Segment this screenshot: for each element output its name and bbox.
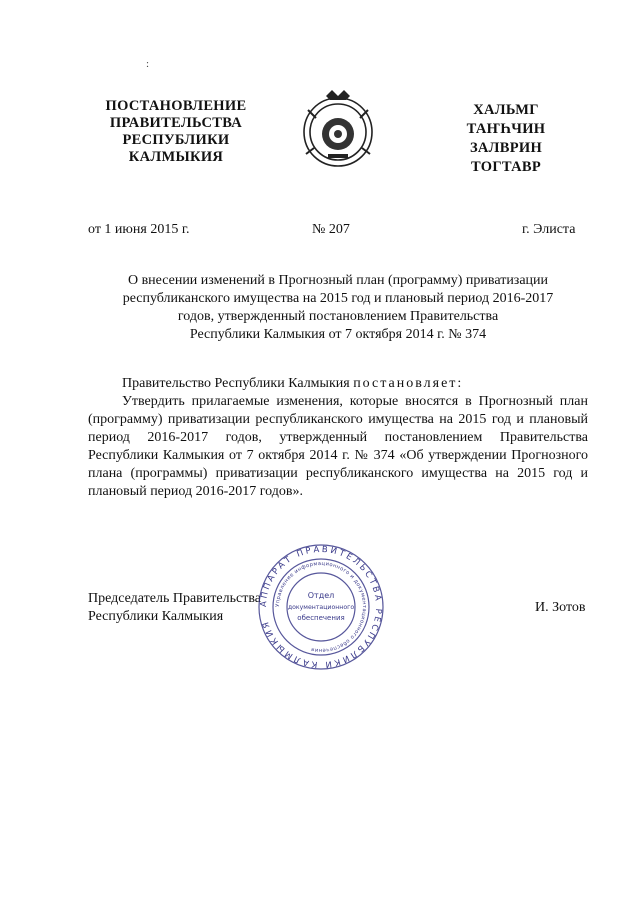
- document-title: [88, 272, 588, 344]
- header-right-line: ХАЛЬМГ: [473, 102, 539, 118]
- official-seal-stamp: [256, 542, 386, 672]
- signatory-position-line: Председатель Правительства: [88, 591, 261, 606]
- coat-of-arms-emblem-icon: [298, 88, 378, 172]
- document-body: [88, 375, 588, 501]
- seal-center-line: Отдел: [307, 591, 335, 600]
- header-right-line: ТАҤҺЧИН: [466, 121, 546, 137]
- intro-prefix: Правительство Республики Калмыкия: [122, 376, 350, 391]
- title-line: республиканского имущества на 2015 год и плановый период 2016-2017: [122, 291, 554, 306]
- title-line: О внесении изменений в Прогнозный план (программу) приватизации: [127, 273, 549, 288]
- seal-center-line: обеспечения: [297, 614, 345, 622]
- seal-inner-text: Управление информационного и документационного обеспечения: [274, 560, 368, 654]
- header-left-line: ПОСТАНОВЛЕНИЕ: [105, 98, 247, 114]
- title-line: годов, утвержденный постановлением Правительства: [177, 309, 499, 324]
- signatory-position-line: Республики Калмыкия: [88, 609, 224, 624]
- header-left-russian: [88, 98, 264, 166]
- scan-mark: :: [146, 58, 150, 70]
- intro-keyword: постановляет:: [353, 376, 464, 391]
- seal-outer-text: АППАРАТ ПРАВИТЕЛЬСТВА РЕСПУБЛИКИ КАЛМЫКИЯ: [258, 544, 384, 670]
- title-line: Республики Калмыкия от 7 октября 2014 г. № 374: [189, 327, 487, 342]
- header-left-line: ПРАВИТЕЛЬСТВА: [109, 115, 243, 131]
- document-date: от 1 июня 2015 г.: [88, 222, 190, 237]
- resolution-paragraph: Утвердить прилагаемые изменения, которые вносятся в Прогнозный план (программу) приватизации республиканского имущества на 2015 год и плановый период 2016-2017 годов, утвержденный постановлением Правительства Республики Калмыкия от 7 октября 2014 г. № 374 «Об утверждении Прогнозного плана (программы) приватизации республиканского имущества на 2015 год и плановый период 2016-2017 годов».: [88, 394, 588, 499]
- header-left-line: КАЛМЫКИЯ: [128, 149, 224, 165]
- document-city: г. Элиста: [522, 222, 576, 237]
- header-left-line: РЕСПУБЛИКИ: [122, 132, 230, 148]
- header-right-line: ЗАЛВРИН: [469, 140, 543, 156]
- header-right-kalmyk: [446, 101, 566, 177]
- resolution-intro: [88, 375, 588, 393]
- header-right-line: ТОГТАВР: [470, 159, 542, 175]
- seal-center-line: документационного: [287, 604, 355, 611]
- signatory-name: И. Зотов: [535, 600, 586, 615]
- signatory-position: [88, 590, 261, 626]
- document-number: № 207: [312, 222, 350, 237]
